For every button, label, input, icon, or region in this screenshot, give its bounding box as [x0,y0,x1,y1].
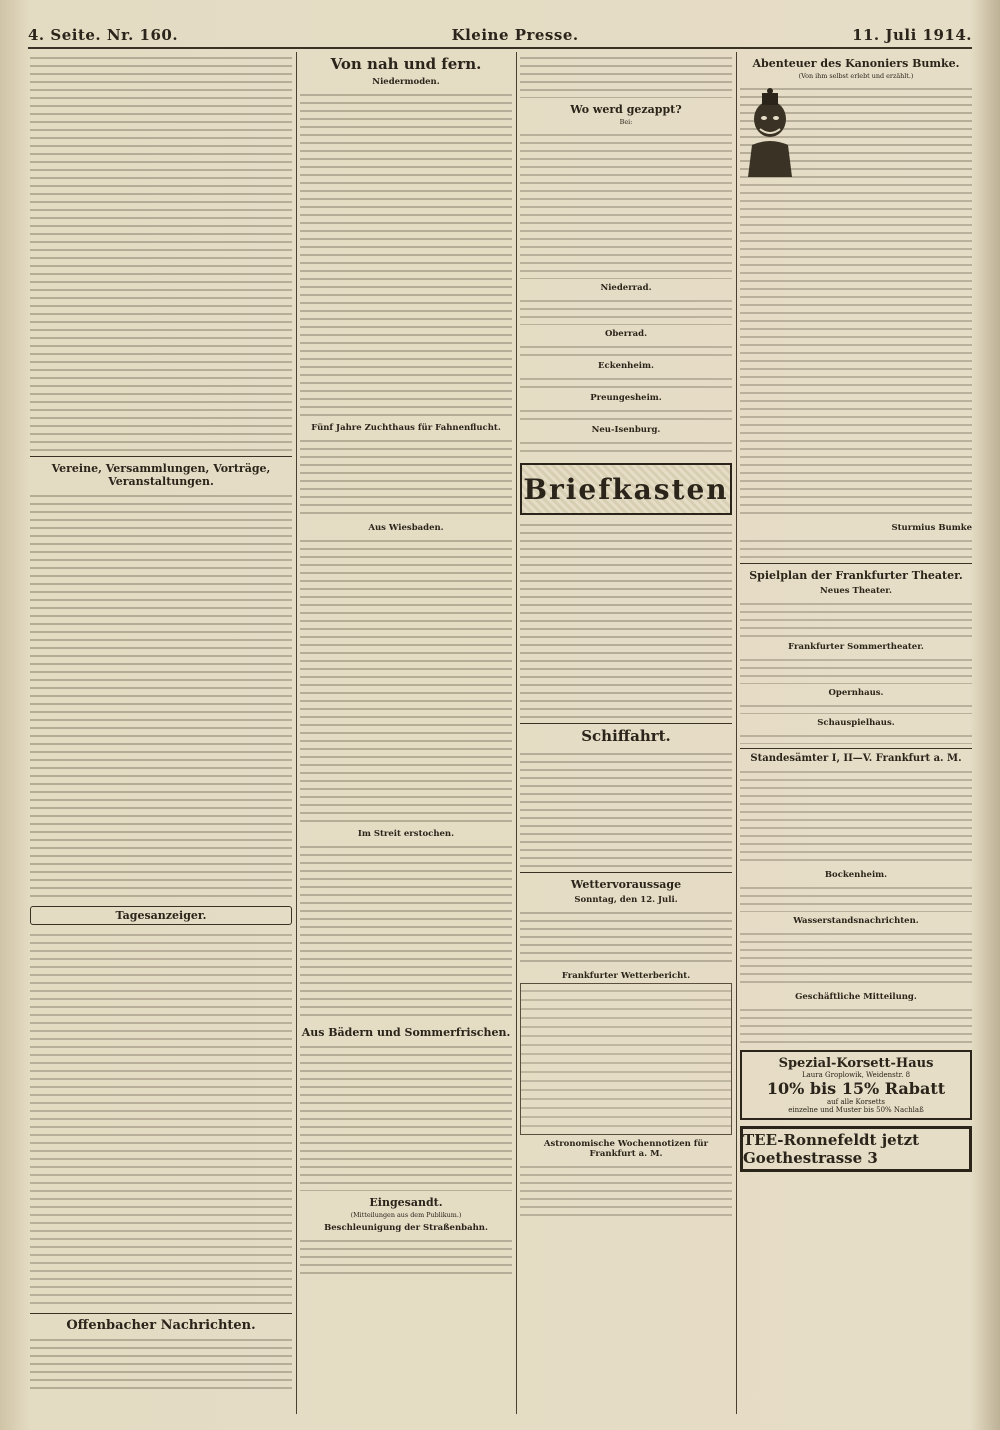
text-block [740,700,972,714]
column-1 [30,52,292,1414]
section-tagesanzeiger: Tagesanzeiger. [30,906,292,925]
text-block [520,129,732,279]
subheadline-bumke: (Von ihm selbst erlebt und erzählt.) [798,72,914,80]
headline-wetterbericht: Frankfurter Wetterbericht. [561,971,691,981]
headline-eingesandt: Eingesandt. [369,1196,443,1209]
text-block [740,882,972,912]
text-block [300,89,512,419]
text-block [740,730,972,744]
headline-spielplan: Spielplan der Frankfurter Theater. [749,569,963,582]
briefkasten-banner: Briefkasten [520,463,732,515]
text-block [740,766,972,866]
text-block [520,341,732,357]
headline-standesaemter: Standesämter I, II—V. Frankfurt a. M. [750,753,962,764]
text-block [520,907,732,967]
headline-astronomische: Astronomische Wochennotizen für Frankfurt a. M. [543,1139,709,1159]
headline-niedermoden: Niedermoden. [372,77,440,87]
headline-schiffahrt: Schiffahrt. [581,727,671,745]
place-heading: Oberrad. [604,329,648,339]
advertisement-korsett [740,1050,972,1120]
text-block [520,519,732,719]
text-block [520,748,732,868]
soldier-portrait [740,85,800,177]
text-block [520,405,732,421]
column-4 [740,52,972,1414]
headline-wettervoraussage: Wettervoraussage [570,878,682,891]
ad-address: Laura Groplowik, Weidenstr. 8 [801,1071,911,1079]
headline-baeder: Aus Bädern und Sommerfrischen. [301,1026,511,1039]
subheadline-sonntag: Sonntag, den 12. Juli. [574,895,678,905]
section-vereine: Vereine, Versammlungen, Vorträge, Veranstaltungen. [51,462,271,488]
headline-wo-werd-gezappt: Wo werd gezappt? [570,103,682,116]
text-block [740,535,972,559]
place-heading: Eckenheim. [598,361,654,371]
page-header [28,16,972,49]
headline-wasserstand: Wasserstandsnachrichten. [793,916,919,926]
signature-bumke: Sturmius Bumke [891,523,972,533]
place-heading: Neu-Isenburg. [591,425,661,435]
column-3 [520,52,732,1414]
ad-offer-2: einzelne und Muster bis 50% Nachlaß [788,1106,924,1114]
ad-title: Spezial-Korsett-Haus [778,1056,934,1071]
astro-table [520,1161,732,1221]
ad-offer: 10% bis 15% Rabatt [766,1079,946,1098]
text-block [30,490,292,900]
headline-bumke: Abenteuer des Kanoniers Bumke. [752,57,960,70]
text-block [300,1235,512,1275]
headline-bockenheim: Bockenheim. [824,870,888,880]
section-offenbach: Offenbacher Nachrichten. [66,1318,256,1333]
subheadline-eingesandt: (Mitteilungen aus dem Publikum.) [350,1211,462,1219]
page-number: 4. Seite. Nr. 160. [28,26,179,44]
text-block [300,535,512,825]
page-date: 11. Juli 1914. [852,26,972,44]
text-block [30,52,292,452]
advertisement-tee: TEE-Ronnefeldt jetzt Goethestrasse 3 [740,1126,972,1172]
text-block [30,1334,292,1394]
text-block [300,841,512,1021]
text-block [740,654,972,684]
text-block [740,1004,972,1044]
weather-table [520,983,732,1135]
text-block [30,929,292,1309]
headline-wiesbaden: Aus Wiesbaden. [368,523,444,533]
place-heading: Niederrad. [600,283,652,293]
ad-small: auf alle Korsetts [826,1098,886,1106]
text-block [300,1041,512,1191]
section-von-nah-und-fern: Von nah und fern. [330,55,482,73]
headline-strassenbahn: Beschleunigung der Straßenbahn. [324,1223,488,1233]
theater-heading: Schauspielhaus. [817,718,895,728]
headline-geschaeftliche: Geschäftliche Mitteilung. [795,992,917,1002]
headline-fahnenflucht: Fünf Jahre Zuchthaus für Fahnenflucht. [311,423,501,433]
theater-heading: Frankfurter Sommertheater. [788,642,924,652]
text-block [740,598,972,638]
text-block [520,373,732,389]
text-block [300,435,512,519]
place-heading: Preungesheim. [590,393,662,403]
theater-heading: Opernhaus. [828,688,884,698]
text-block [520,295,732,325]
headline-streit: Im Streit erstochen. [357,829,455,839]
theater-heading: Neues Theater. [820,586,892,596]
subheadline-bei: Bei: [619,118,633,126]
column-2 [300,52,512,1414]
text-block [520,52,732,98]
text-block [740,179,972,519]
text-block [520,437,732,457]
paper-title: Kleine Presse. [451,26,579,44]
text-block [740,928,972,988]
